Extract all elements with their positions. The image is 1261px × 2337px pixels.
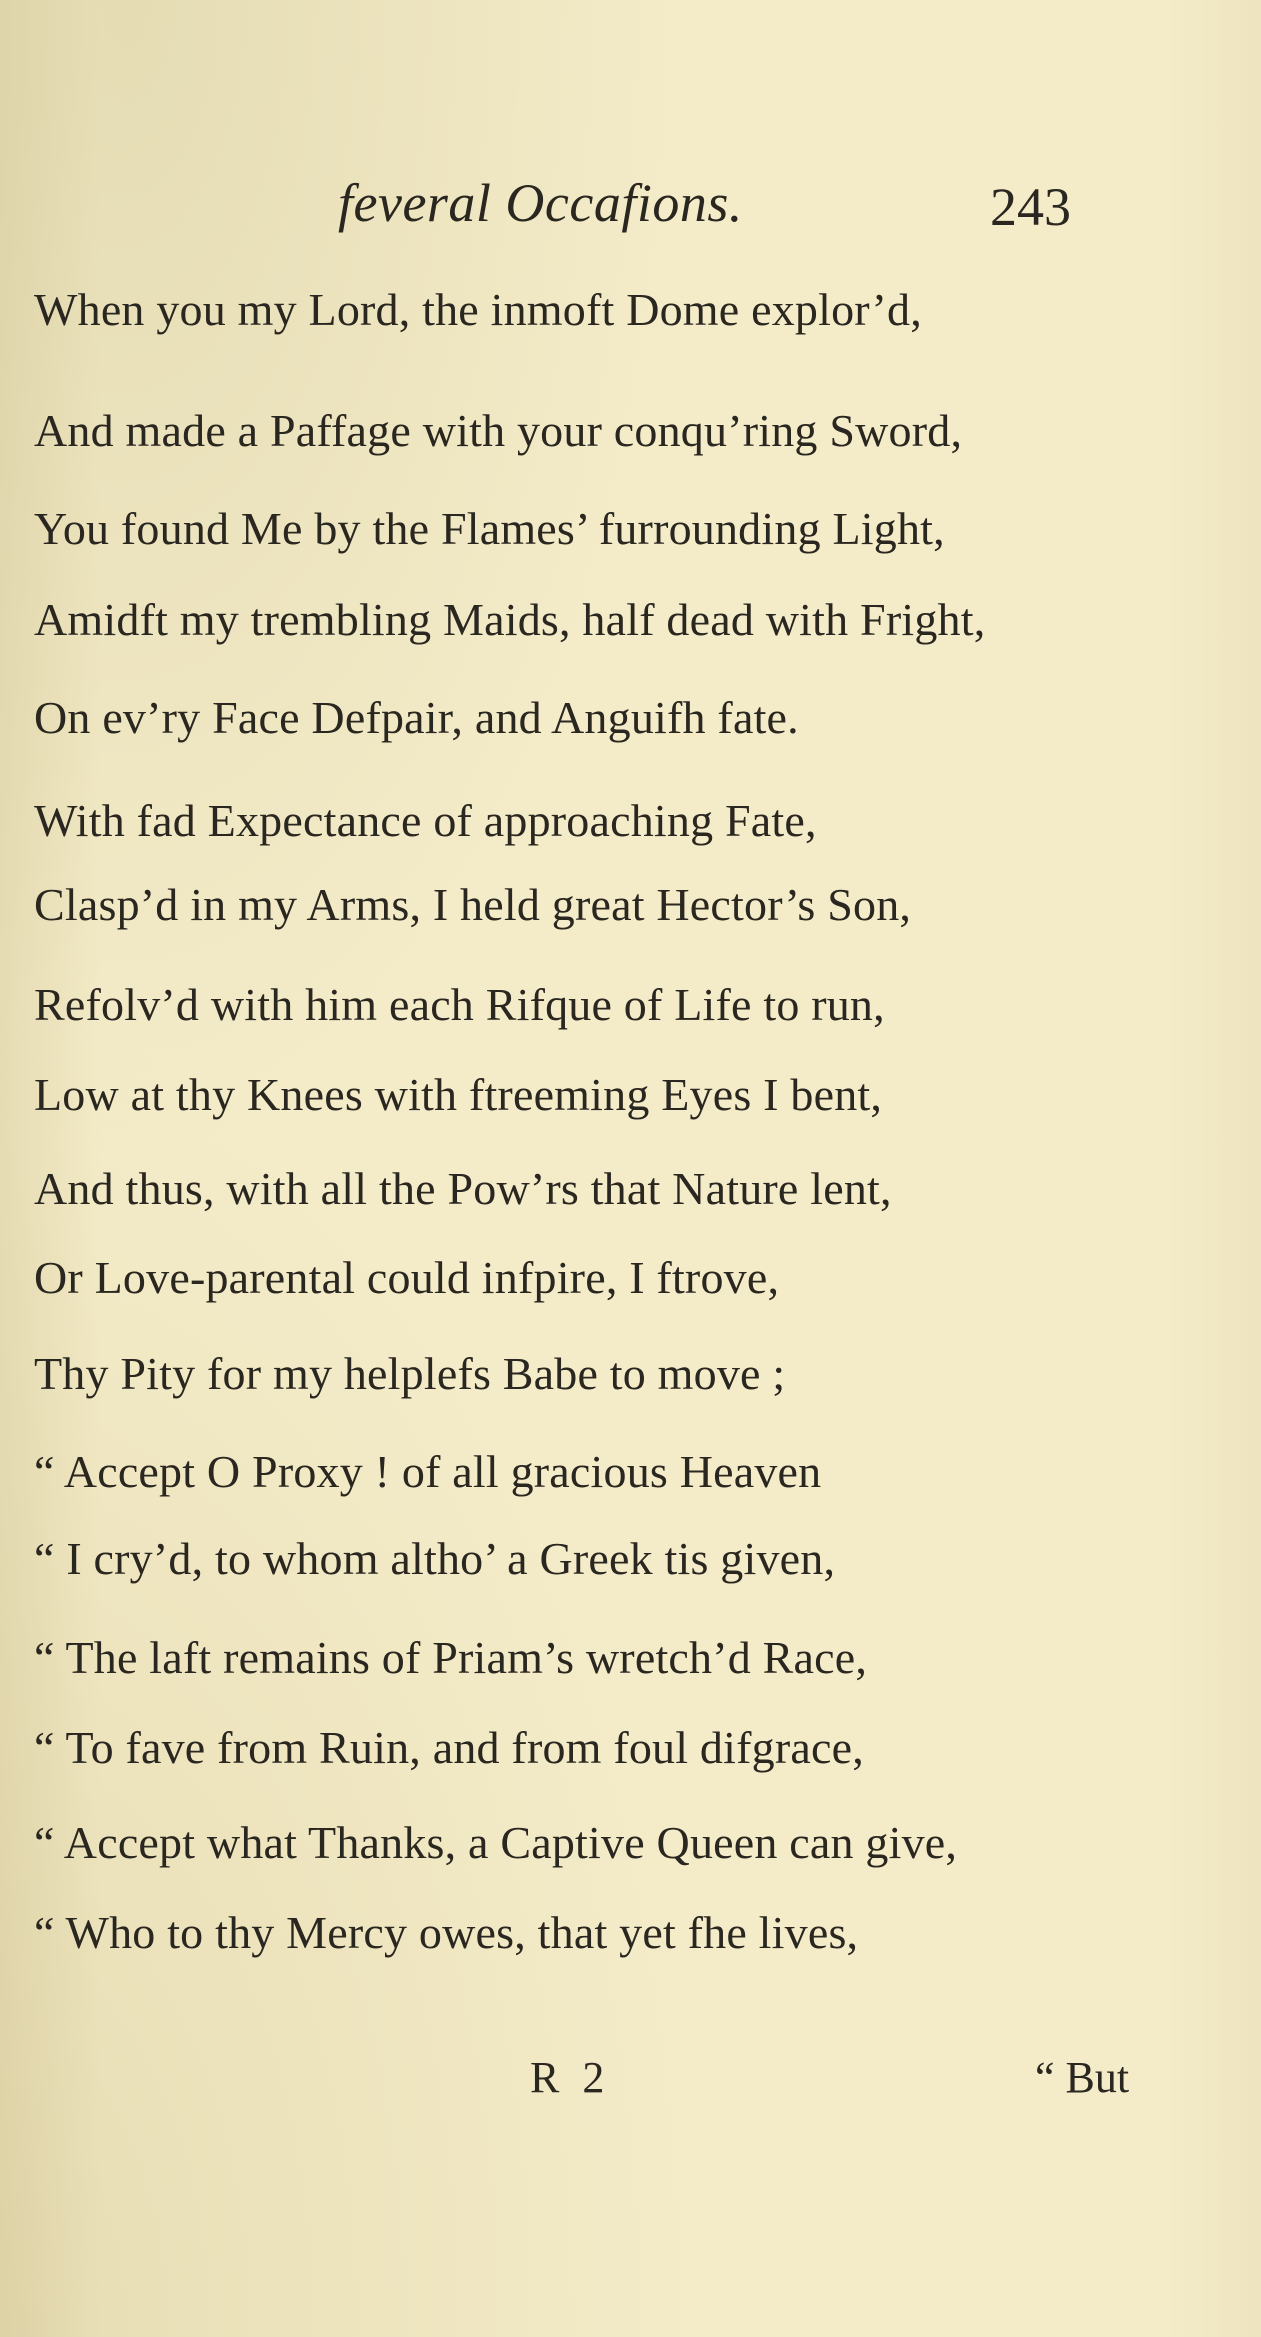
- verse-line-12: Thy Pity for my helplefs Babe to move ;: [34, 1348, 786, 1399]
- page-number: 243: [990, 177, 1071, 237]
- verse-line-17: “ Accept what Thanks, a Captive Queen can give,: [34, 1817, 958, 1868]
- verse-line-2: And made a Paffage with your conqu’ring Sword,: [34, 405, 963, 456]
- running-title: feveral Occafions.: [338, 173, 743, 233]
- verse-line-16: “ To fave from Ruin, and from foul difgrace,: [34, 1722, 864, 1773]
- verse-line-8: Refolv’d with him each Rifque of Life to run,: [34, 979, 885, 1030]
- verse-line-3: You found Me by the Flames’ furrounding Light,: [34, 503, 945, 554]
- verse-line-7: Clasp’d in my Arms, I held great Hector’s Son,: [34, 879, 912, 930]
- verse-line-9: Low at thy Knees with ftreeming Eyes I bent,: [34, 1069, 883, 1120]
- verse-line-4: Amidft my trembling Maids, half dead with Fright,: [34, 594, 986, 645]
- signature-mark: R 2: [530, 2053, 611, 2102]
- verse-line-18: “ Who to thy Mercy owes, that yet fhe lives,: [34, 1907, 859, 1958]
- verse-line-1: When you my Lord, the inmoft Dome explor’d,: [34, 284, 922, 335]
- verse-line-10: And thus, with all the Pow’rs that Nature lent,: [34, 1163, 892, 1214]
- verse-line-15: “ The laft remains of Priam’s wretch’d Race,: [34, 1632, 868, 1683]
- verse-line-14: “ I cry’d, to whom altho’ a Greek tis given,: [34, 1533, 836, 1584]
- verse-line-11: Or Love-parental could infpire, I ftrove,: [34, 1252, 780, 1303]
- verse-line-13: “ Accept O Proxy ! of all gracious Heaven: [34, 1446, 822, 1497]
- verse-line-6: With fad Expectance of approaching Fate,: [34, 795, 817, 846]
- catchword: “ But: [1035, 2053, 1130, 2102]
- verse-line-5: On ev’ry Face Defpair, and Anguifh fate.: [34, 692, 799, 743]
